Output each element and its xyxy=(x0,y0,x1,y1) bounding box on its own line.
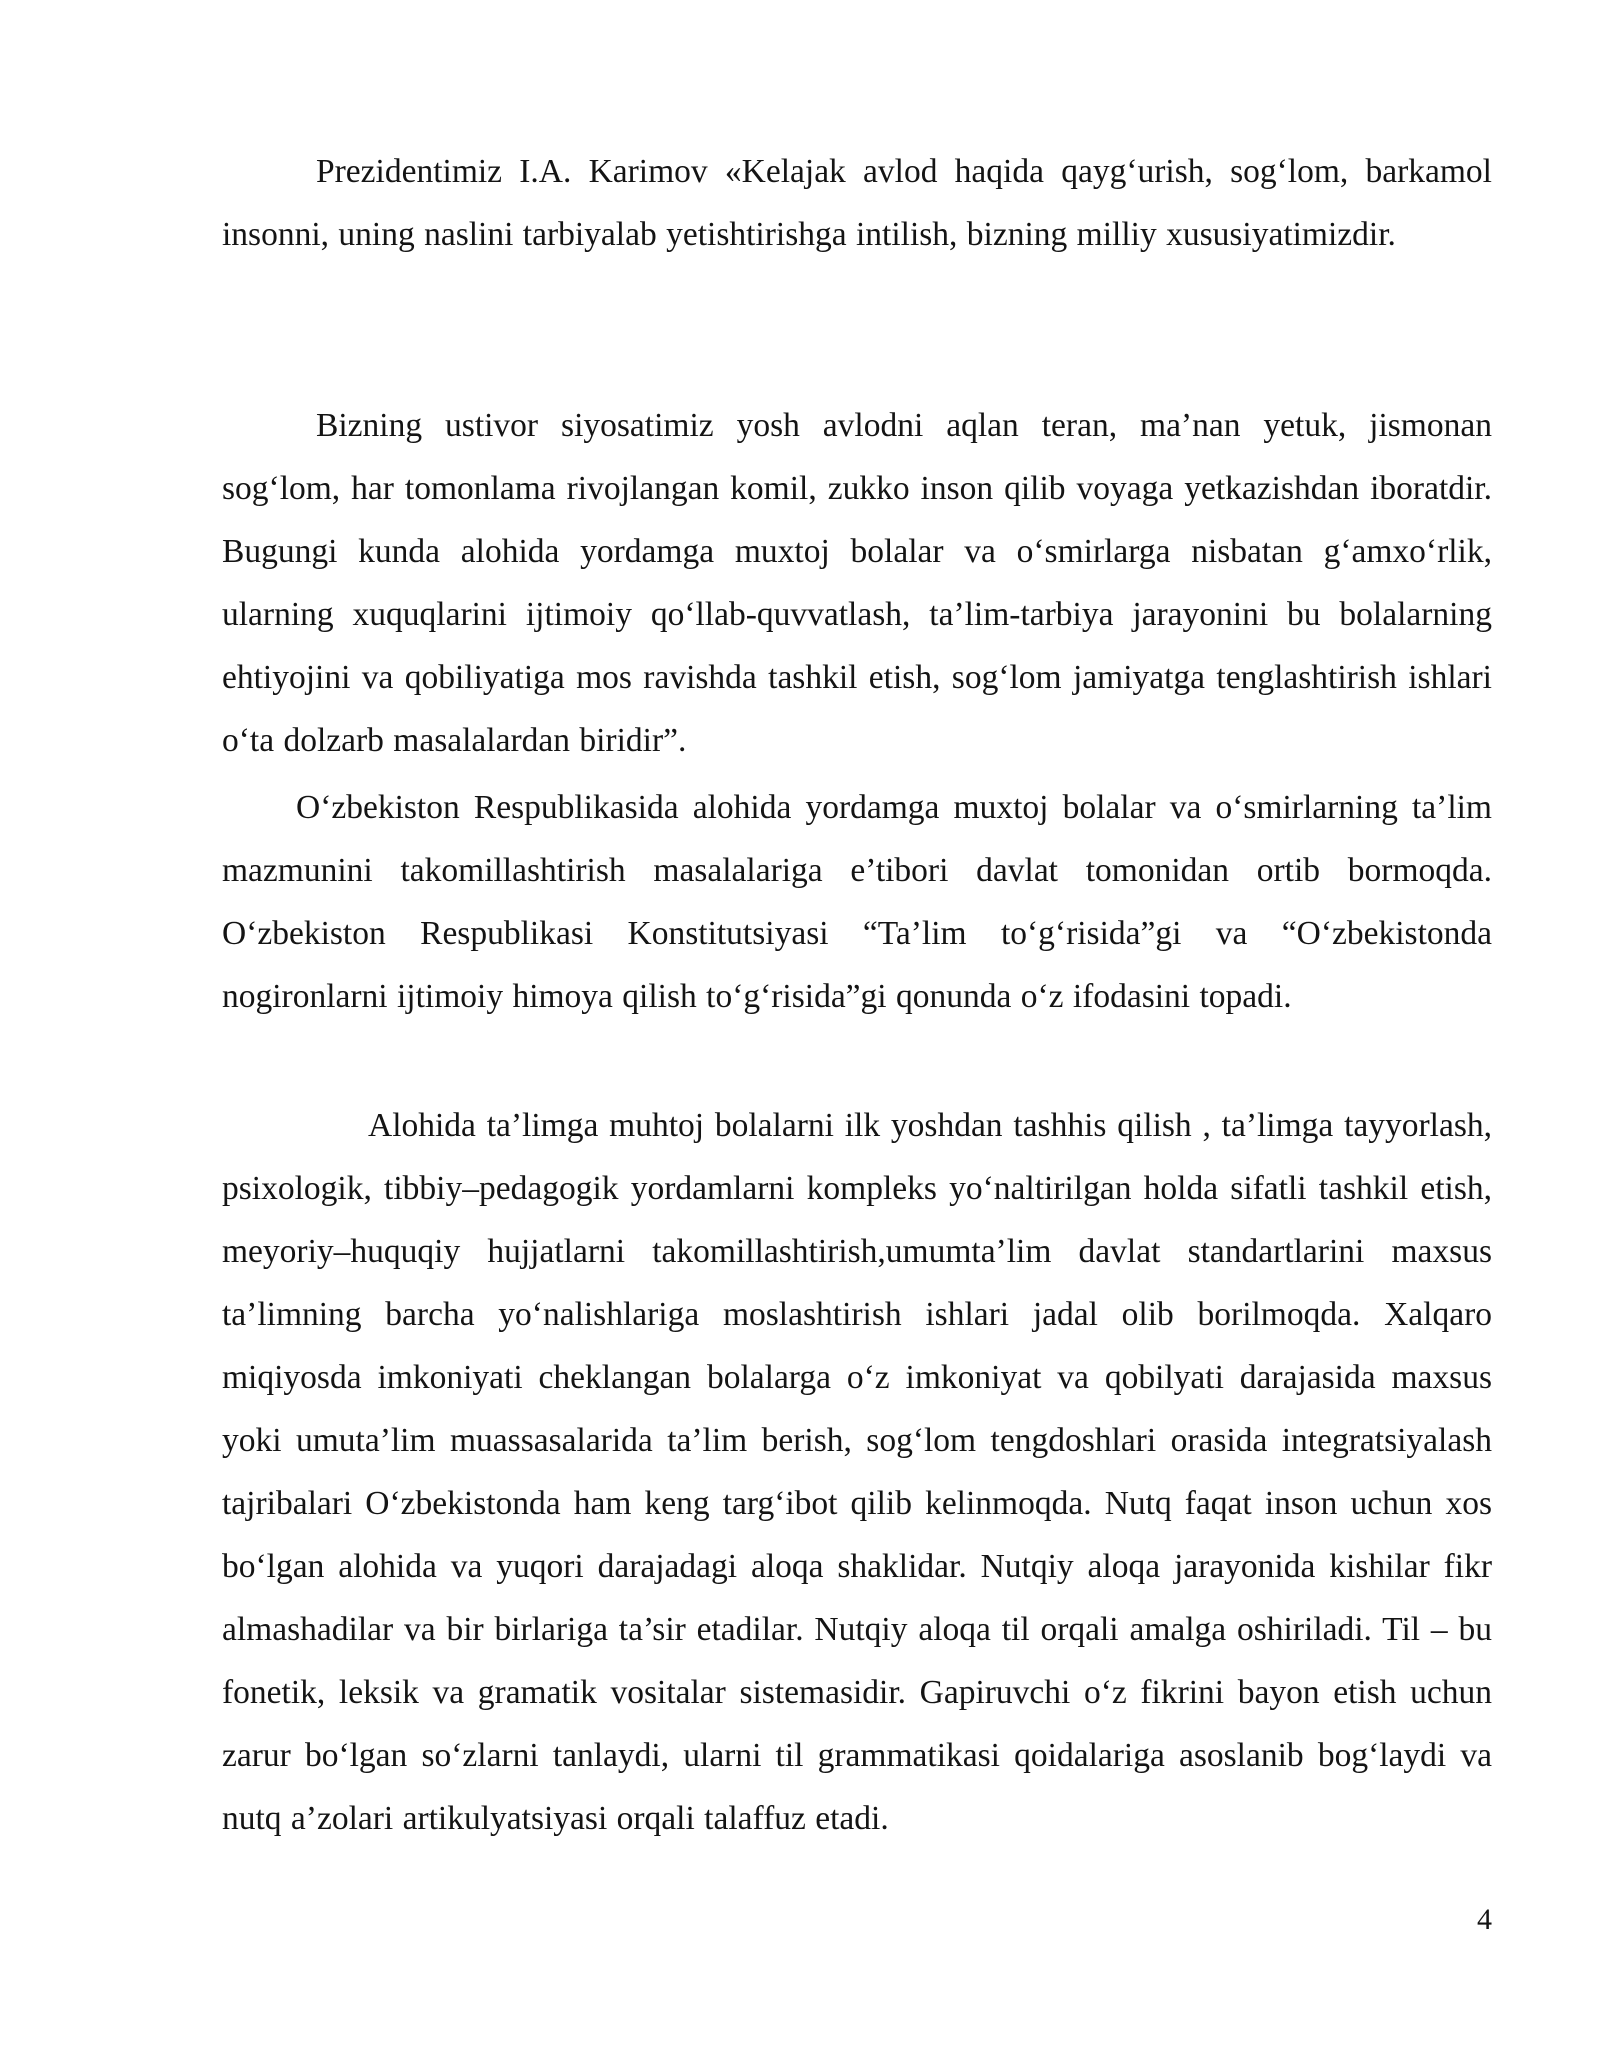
page-number: 4 xyxy=(1477,1903,1492,1936)
paragraph-policy: Bizning ustivor siyosatimiz yosh avlodni aqlan teran, ma’nan yetuk, jismonan sog‘lom, har tomonlama rivojlangan komil, zukko inson qilib voyaga yetkazishdan iboratdir. Bugungi kunda alohida yordamga muxtoj bolalar va o‘smirlarga nisbatan g‘amxo‘rlik, ularning xuquqlarini ijtimoiy qo‘llab-quvvatlash, ta’lim-tarbiya jarayonini bu bolalarning ehtiyojini va qobiliyatiga mos ravishda tashkil etish, sog‘lom jamiyatga tenglashtirish ishlari o‘ta dolzarb masalalardan biridir”. xyxy=(222,407,1492,759)
paragraph-special-education: Alohida ta’limga muhtoj bolalarni ilk yoshdan tashhis qilish , ta’limga tayyorlash, psixologik, tibbiy–pedagogik yordamlarni kompleks yo‘naltirilgan holda sifatli tashkil etish, meyoriy–huquqiy hujjatlarni takomillashtirish,umumta’lim davlat standartlarini maxsus ta’limning barcha yo‘nalishlariga moslashtirish ishlari jadal olib borilmoqda. Xalqaro miqiyosda imkoniyati cheklangan bolalarga o‘z imkoniyat va qobilyati darajasida maxsus yoki umuta’lim muassasalarida ta’lim berish, sog‘lom tengdoshlari orasida integratsiyalash tajribalari O‘zbekistonda ham keng targ‘ibot qilib kelinmoqda. Nutq faqat inson uchun xos bo‘lgan alohida va yuqori darajadagi aloqa shaklidar. Nutqiy aloqa jarayonida kishilar fikr almashadilar va bir birlariga ta’sir etadilar. Nutqiy aloqa til orqali amalga oshiriladi. Til – bu fonetik, leksik va gramatik vositalar sistemasidir. Gapiruvchi o‘z fikrini bayon etish uchun zarur bo‘lgan so‘zlarni tanlaydi, ularni til grammatikasi qoidalariga asoslanib bog‘laydi va nutq a’zolari artikulyatsiyasi orqali talaffuz etadi. xyxy=(222,1107,1492,1837)
paragraph-republic: O‘zbekiston Respublikasida alohida yordamga muxtoj bolalar va o‘smirlarning ta’lim mazmunini takomillashtirish masalalariga e’tibori davlat tomonidan ortib bormoqda. O‘zbekiston Respublikasi Konstitutsiyasi “Ta’lim to‘g‘risida”gi va “O‘zbekistonda nogironlarni ijtimoiy himoya qilish to‘g‘risida”gi qonunda o‘z ifodasini topadi. xyxy=(222,789,1492,1015)
paragraph-president-quote: Prezidentimiz I.A. Karimov «Kelajak avlod haqida qayg‘urish, sog‘lom, barkamol insonni, uning naslini tarbiyalab yetishtirishga intilish, bizning milliy xususiyatimizdir. xyxy=(222,153,1492,253)
